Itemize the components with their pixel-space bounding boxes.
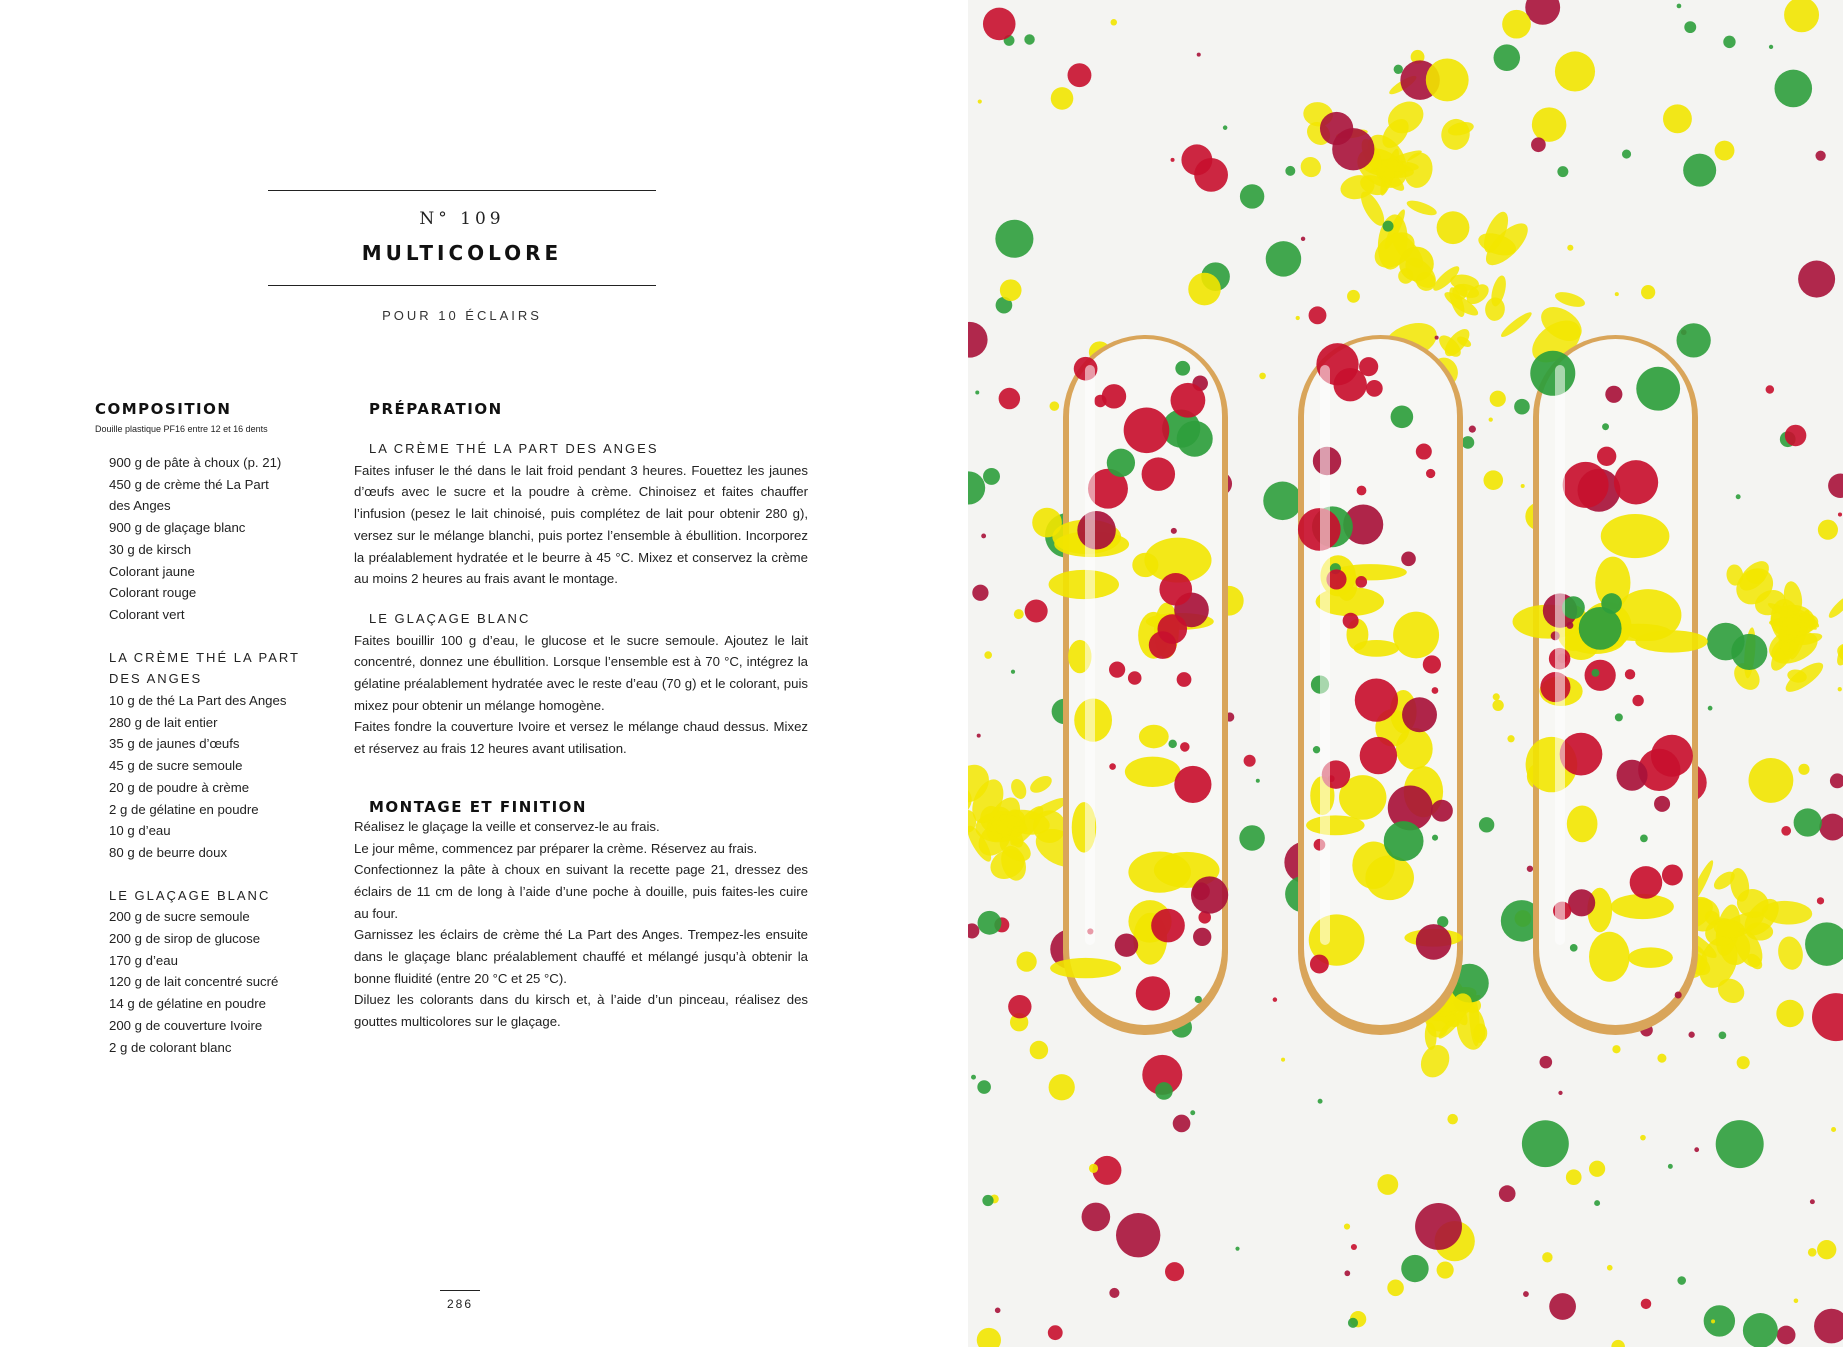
paint-drop — [1567, 245, 1573, 251]
paint-drop — [1490, 391, 1506, 407]
glaze-drop — [1168, 740, 1176, 748]
paint-drop — [1794, 808, 1822, 836]
ingredient-item: 45 g de sucre semoule — [109, 758, 243, 774]
paint-drop — [1766, 385, 1774, 393]
paint-drop — [1469, 426, 1476, 433]
glaze-drop — [1384, 821, 1424, 861]
paint-drop — [1240, 184, 1264, 208]
glaze-drop — [1195, 996, 1202, 1003]
glaze-yellow-spot — [1128, 852, 1191, 893]
paint-drop — [1318, 1099, 1323, 1104]
preparation-heading: PRÉPARATION — [369, 400, 503, 418]
paint-drop — [1507, 735, 1514, 742]
paint-drop — [1502, 10, 1531, 39]
glaze-yellow-spot — [1050, 958, 1121, 978]
glaze-drop — [1592, 669, 1600, 677]
glaze-drop — [1107, 449, 1135, 477]
paint-drop — [995, 1307, 1001, 1313]
ingredient-item: 2 g de gélatine en poudre — [109, 801, 259, 817]
paint-drop — [1514, 399, 1530, 415]
glaze-drop — [1615, 713, 1623, 721]
paint-drop — [1715, 141, 1735, 161]
paint-drop — [1737, 1056, 1750, 1069]
paint-drop — [1008, 995, 1031, 1018]
paint-drop — [1549, 1293, 1576, 1320]
paint-drop — [1723, 36, 1735, 48]
recipe-number: N° 109 — [419, 209, 505, 229]
glaze-drop — [1151, 909, 1185, 943]
paint-drop — [1708, 706, 1713, 711]
ingredient-group-title-creme — [95, 647, 315, 690]
glaze-drop — [1077, 511, 1116, 550]
glaze-drop — [1343, 613, 1359, 629]
paint-drop — [1694, 1147, 1699, 1152]
paint-drop — [978, 911, 1002, 935]
group-title-line: LE GLAÇAGE BLANC — [109, 887, 271, 903]
glaze-drop — [1109, 763, 1116, 770]
paint-drop — [1014, 609, 1024, 619]
paint-drop — [1244, 755, 1256, 767]
ingredient-item: 10 g d’eau — [109, 823, 171, 839]
paint-drop — [1171, 158, 1175, 162]
paint-drop — [1281, 1058, 1285, 1062]
paint-drop — [1387, 1280, 1404, 1297]
glaze-yellow-spot — [1567, 805, 1598, 842]
montage-paragraph: Le jour même, commencez par préparer la crème. Réservez au frais. — [354, 840, 758, 856]
glaze-yellow-spot — [1601, 514, 1670, 558]
recipe-yield: POUR 10 ÉCLAIRS — [382, 308, 542, 323]
paint-drop — [1016, 952, 1036, 972]
paint-drop — [1188, 273, 1221, 306]
glaze-drop — [1416, 924, 1452, 960]
preparation-column — [354, 400, 808, 1033]
glaze-yellow-spot — [1139, 725, 1169, 749]
paint-drop — [1640, 1135, 1646, 1141]
glaze-drop — [1102, 384, 1126, 408]
paint-drop — [1351, 1244, 1357, 1250]
paint-drop — [1235, 1247, 1239, 1251]
recipe-title-block — [268, 190, 656, 323]
glaze-drop — [1175, 361, 1190, 376]
paint-drop — [1256, 779, 1260, 783]
composition-column — [95, 400, 315, 1058]
paint-drop — [1437, 211, 1470, 244]
paint-drop — [1677, 323, 1711, 357]
ingredient-item: Colorant rouge — [109, 585, 197, 601]
paint-drop — [1499, 1185, 1516, 1202]
montage-heading: MONTAGE ET FINITION — [369, 797, 587, 816]
montage-paragraph: Confectionnez la pâte à choux en suivant la recette page 21, dressez des éclairs de 11 cm de long à l’aide d’une poche à douille, puis faites-les cuire au four. — [354, 862, 808, 921]
paint-drop — [1743, 1313, 1778, 1347]
glaze-drop — [1617, 760, 1648, 791]
paint-drop — [1344, 1270, 1350, 1276]
paint-drop — [1555, 51, 1595, 91]
prep-paragraph: Faites infuser le thé dans le lait froid pendant 3 heures. Fouettez les jaunes d’œufs avec le sucre et la poudre à crème. Chinoisez et faites chauffer l’infusion (pesez le lait chinoisé, puis complétez de lait pour obtenir 280 g), versez sur le mélange blanchi, puis portez l’ensemble à ébullition. Incorporez la préalablement hydratée et le beurre à 45 °C. Mixez et conservez la crème au moins 2 heures au frais avant le montage. — [354, 462, 808, 587]
glaze-drop — [1171, 528, 1177, 534]
glaze-yellow-spot — [1393, 612, 1439, 659]
glaze-drop — [1177, 672, 1192, 687]
paint-drop — [1711, 1319, 1715, 1323]
paint-drop — [1774, 70, 1812, 108]
paint-drop — [1266, 241, 1301, 276]
glaze-yellow-spot — [1306, 815, 1365, 835]
glaze-drop — [1416, 444, 1432, 460]
glaze-drop — [1432, 687, 1439, 694]
glaze-drop — [1662, 865, 1683, 886]
glaze-drop — [1423, 655, 1441, 673]
title-rule-top — [268, 190, 656, 191]
glaze-drop — [1357, 486, 1367, 496]
paint-drop — [1532, 107, 1567, 142]
ingredient-item: 2 g de colorant blanc — [109, 1039, 232, 1055]
paint-drop — [1173, 1115, 1191, 1133]
paint-drop — [1223, 125, 1228, 130]
paint-drop — [1011, 670, 1015, 674]
paint-drop — [1589, 1161, 1605, 1177]
montage-paragraph: Garnissez les éclairs de crème thé La Part des Anges. Trempez-les ensuite dans le glaçage blanc préalablement chauffé et mélangé jusqu’à obtenir la bonne fluidité (entre 20 °C et 25 °C). — [354, 927, 808, 986]
ingredient-item: 900 g de pâte à choux (p. 21) — [109, 455, 282, 470]
glaze-drop — [1355, 679, 1398, 722]
paint-drop — [1493, 693, 1500, 700]
paint-drop — [977, 1080, 991, 1094]
glaze-drop — [1171, 383, 1206, 418]
glaze-drop — [1605, 386, 1622, 403]
glaze-drop — [1191, 876, 1228, 913]
glacage-ingredient-list — [95, 906, 315, 1058]
glaze-yellow-spot — [1354, 640, 1399, 657]
glaze-drop — [1359, 357, 1378, 376]
paint-drop — [1521, 484, 1525, 488]
glaze-drop — [1360, 737, 1397, 774]
paint-drop — [1838, 512, 1842, 516]
paint-drop — [1594, 1200, 1600, 1206]
paint-drop — [1785, 425, 1807, 447]
paint-drop — [983, 8, 1016, 41]
glaze-yellow-spot — [1628, 947, 1673, 967]
glaze-highlight — [1555, 365, 1565, 945]
paint-drop — [1111, 19, 1118, 26]
page-number: 286 — [446, 1297, 474, 1311]
paint-drop — [981, 534, 986, 539]
composition-heading: COMPOSITION — [95, 400, 232, 418]
paint-drop — [1454, 993, 1472, 1011]
paint-drop — [1781, 826, 1791, 836]
ingredient-item: 14 g de gélatine en poudre — [109, 996, 266, 1012]
paint-drop — [1109, 1288, 1119, 1298]
paint-drop — [1383, 221, 1394, 232]
paint-drop — [1558, 1091, 1562, 1095]
glaze-drop — [1157, 614, 1187, 644]
page-number-block — [440, 1290, 480, 1311]
glaze-drop — [1563, 462, 1609, 508]
paint-drop — [1798, 764, 1809, 775]
paint-drop — [975, 390, 979, 394]
paint-drop — [1566, 1169, 1582, 1185]
ingredient-item: 280 g de lait entier — [109, 714, 218, 730]
ingredient-item: 20 g de poudre à crème — [109, 779, 250, 795]
paint-drop — [1437, 1261, 1454, 1278]
glaze-drop — [1401, 552, 1416, 567]
glaze-yellow-spot — [1049, 570, 1119, 599]
paint-drop — [1285, 166, 1295, 176]
paint-drop — [1615, 292, 1619, 296]
paint-drop — [1263, 481, 1302, 520]
paint-drop — [1259, 373, 1266, 380]
glaze-drop — [1570, 944, 1578, 952]
glaze-drop — [1625, 669, 1635, 679]
paint-drop — [1818, 520, 1838, 540]
paint-drop — [1051, 87, 1074, 110]
paint-drop — [1531, 137, 1546, 152]
paint-drop — [1794, 1298, 1799, 1303]
paint-drop — [1798, 261, 1835, 298]
glaze-drop — [1313, 746, 1320, 753]
glaze-drop — [1640, 835, 1648, 843]
paint-drop — [1808, 1248, 1817, 1257]
paint-drop — [1489, 417, 1493, 421]
eclair-photo-illustration — [968, 0, 1843, 1347]
paint-drop — [1296, 316, 1300, 320]
paint-drop — [1348, 1318, 1358, 1328]
paint-drop — [1557, 166, 1568, 177]
paint-drop — [1641, 1299, 1652, 1310]
montage-section — [354, 798, 808, 1033]
glaze-drop — [1597, 447, 1616, 466]
prep-section-glacage — [354, 608, 808, 760]
paint-drop — [977, 734, 981, 738]
paint-drop — [1542, 1252, 1552, 1262]
page-number-rule — [440, 1290, 480, 1291]
montage-paragraph: Réalisez le glaçage la veille et conservez-le au frais. — [354, 818, 660, 834]
paint-drop — [1657, 1054, 1666, 1063]
paint-drop — [1301, 237, 1305, 241]
glaze-drop — [1431, 800, 1453, 822]
paint-drop — [982, 1195, 993, 1206]
paint-drop — [1426, 59, 1469, 102]
glaze-drop — [1562, 596, 1585, 619]
paint-drop — [1155, 1082, 1173, 1100]
paint-drop — [984, 651, 992, 659]
paint-drop — [1332, 128, 1374, 170]
paint-drop — [1607, 1265, 1613, 1271]
glaze-drop — [1402, 697, 1437, 732]
base-ingredient-list — [95, 452, 315, 626]
ingredient-item: 10 g de thé La Part des Anges — [109, 693, 287, 709]
glaze-drop — [1585, 660, 1616, 691]
paint-drop — [1030, 1041, 1049, 1060]
paint-drop — [1736, 494, 1741, 499]
glaze-drop — [1568, 889, 1595, 916]
paint-drop — [1776, 1000, 1803, 1027]
title-rule-bottom — [268, 285, 656, 286]
paint-drop — [1612, 1045, 1620, 1053]
glaze-drop — [1115, 933, 1138, 956]
paint-drop — [1181, 144, 1212, 175]
ingredient-item: 900 g de glaçage blanc — [109, 520, 246, 536]
ingredient-item: 35 g de jaunes d’œufs — [109, 736, 240, 752]
paint-drop — [1663, 104, 1692, 133]
glaze-drop — [1630, 866, 1663, 899]
glaze-drop — [1128, 671, 1142, 685]
glaze-drop — [1366, 380, 1383, 397]
glaze-drop — [1193, 928, 1211, 946]
eclairs-group — [1049, 335, 1708, 1035]
prep-section-creme — [354, 438, 808, 590]
glaze-yellow-spot — [1589, 932, 1630, 982]
paint-drop — [1479, 817, 1494, 832]
glaze-drop — [1109, 661, 1125, 677]
paint-drop — [1068, 63, 1092, 87]
glaze-drop — [1159, 573, 1192, 606]
glaze-drop — [1124, 407, 1170, 453]
paint-drop — [1716, 1120, 1764, 1168]
glaze-drop — [1355, 576, 1367, 588]
paint-drop — [1462, 436, 1475, 449]
ingredient-item: des Anges — [109, 498, 171, 514]
ingredient-item: 120 g de lait concentré sucré — [109, 974, 279, 990]
paint-drop — [1394, 65, 1403, 74]
paint-drop — [1540, 1056, 1553, 1069]
paint-drop — [1719, 1032, 1727, 1040]
glaze-drop — [1632, 695, 1643, 706]
paint-drop — [1089, 1164, 1098, 1173]
glaze-highlight — [1320, 365, 1330, 945]
glaze-highlight — [1085, 365, 1095, 945]
piping-tip-note: Douille plastique PF16 entre 12 et 16 dents — [95, 424, 268, 434]
glaze-drop — [1174, 766, 1211, 803]
paint-drop — [1165, 1262, 1184, 1281]
ingredient-item: Colorant jaune — [109, 563, 195, 579]
ingredient-item: Colorant vert — [109, 606, 185, 622]
ingredient-item: 200 g de couverture Ivoire — [109, 1017, 263, 1033]
glaze-drop — [1142, 457, 1175, 490]
paint-drop — [1838, 687, 1842, 691]
paint-drop — [1492, 700, 1503, 711]
paint-drop — [1810, 1199, 1815, 1204]
paint-drop — [1622, 150, 1631, 159]
prep-paragraph: Faites fondre la couverture Ivoire et versez le mélange chaud dessus. Mixez et réservez au frais 12 heures avant utilisation. — [354, 719, 808, 757]
group-title-line: LA CRÈME THÉ LA PART — [109, 649, 300, 665]
paint-drop — [1190, 1110, 1195, 1115]
ingredient-group-title-glacage — [95, 885, 315, 907]
paint-drop — [1494, 44, 1521, 71]
glaze-drop — [1180, 742, 1190, 752]
paint-drop — [1049, 1074, 1075, 1100]
paint-drop — [1024, 34, 1034, 44]
ingredient-item: 170 g d’eau — [109, 952, 178, 968]
glaze-drop — [1579, 607, 1622, 650]
prep-subheading: LA CRÈME THÉ LA PART DES ANGES — [369, 441, 659, 456]
paint-drop — [1000, 279, 1022, 301]
paint-drop — [1048, 1325, 1063, 1340]
paint-drop — [1523, 1291, 1529, 1297]
paint-drop — [1522, 1120, 1569, 1167]
glaze-drop — [1136, 976, 1170, 1010]
paint-drop — [1239, 825, 1265, 851]
paint-drop — [1344, 1223, 1350, 1229]
ingredient-item: 30 g de kirsch — [109, 541, 192, 557]
glaze-yellow-spot — [1125, 757, 1181, 787]
recipe-title: MULTICOLORE — [361, 241, 563, 265]
ingredient-item: 200 g de sucre semoule — [109, 909, 250, 925]
paint-drop — [1197, 53, 1201, 57]
glaze-drop — [1675, 991, 1682, 998]
glaze-drop — [1602, 423, 1609, 430]
paint-drop — [1688, 1032, 1694, 1038]
ingredient-item: 450 g de crème thé La Part — [109, 476, 269, 492]
paint-drop — [995, 220, 1033, 258]
glaze-drop — [1298, 508, 1341, 551]
glaze-drop — [1391, 406, 1414, 429]
eclair-photo — [968, 0, 1843, 1347]
glaze-drop — [1426, 469, 1435, 478]
paint-drop — [1025, 599, 1048, 622]
paint-drop — [1817, 897, 1824, 904]
paint-drop — [978, 99, 982, 103]
paint-drop — [1707, 623, 1745, 661]
paint-drop — [1377, 1174, 1398, 1195]
glaze-drop — [1310, 955, 1329, 974]
paint-drop — [1769, 45, 1773, 49]
paint-drop — [1677, 4, 1682, 9]
paint-drop — [1309, 306, 1327, 324]
paint-drop — [972, 585, 988, 601]
paint-drop — [1401, 1255, 1428, 1282]
paint-drop — [999, 388, 1020, 409]
ingredient-item: 200 g de sirop de glucose — [109, 931, 261, 947]
paint-drop — [1399, 247, 1434, 282]
paint-drop — [1704, 1305, 1735, 1336]
paint-drop — [1677, 1276, 1686, 1285]
paint-drop — [1082, 1203, 1111, 1232]
glaze-drop — [1432, 835, 1438, 841]
group-title-line: DES ANGES — [109, 671, 203, 687]
paint-drop — [1447, 1114, 1458, 1125]
ingredient-item: 80 g de beurre doux — [109, 844, 228, 860]
paint-drop — [1815, 151, 1825, 161]
prep-paragraph: Faites bouillir 100 g d’eau, le glucose et le sucre semoule. Ajoutez le lait concentré, donnez une ébullition. Lorsque l’ensemble est à 70 °C, intégrez la gélatine préalablement hydratée avec le reste d’eau (70 g) et le colorant, puis mixez pour obtenir un mélange homogène. — [354, 632, 808, 713]
paint-drop — [1415, 1203, 1462, 1250]
glaze-yellow-spot — [1365, 855, 1414, 900]
paint-drop — [1684, 21, 1696, 33]
paint-drop — [1050, 401, 1060, 411]
glaze-drop — [1530, 351, 1575, 396]
paint-drop — [1817, 1240, 1836, 1259]
paint-drop — [1777, 1326, 1796, 1345]
paint-drop — [1749, 758, 1794, 803]
creme-ingredient-list — [95, 690, 315, 864]
paint-drop — [1527, 866, 1533, 872]
paint-drop — [1483, 470, 1503, 490]
glaze-drop — [1614, 460, 1658, 504]
glaze-drop — [1654, 796, 1670, 812]
paint-drop — [1641, 285, 1655, 299]
paint-drop — [1831, 1127, 1836, 1132]
paint-drop — [1347, 290, 1360, 303]
paint-drop — [1273, 997, 1277, 1001]
paint-drop — [1668, 1164, 1673, 1169]
paint-drop — [983, 468, 1000, 485]
glaze-drop — [1560, 733, 1603, 776]
paint-drop — [1116, 1213, 1160, 1257]
glaze-drop — [1636, 367, 1680, 411]
montage-paragraph: Diluez les colorants dans du kirsch et, à l’aide d’un pinceau, réalisez des gouttes multicolores sur le glaçage. — [354, 992, 808, 1030]
paint-drop — [1683, 154, 1716, 187]
prep-subheading: LE GLAÇAGE BLANC — [369, 610, 531, 626]
paint-drop — [971, 1075, 976, 1080]
paint-drop — [1435, 336, 1439, 340]
